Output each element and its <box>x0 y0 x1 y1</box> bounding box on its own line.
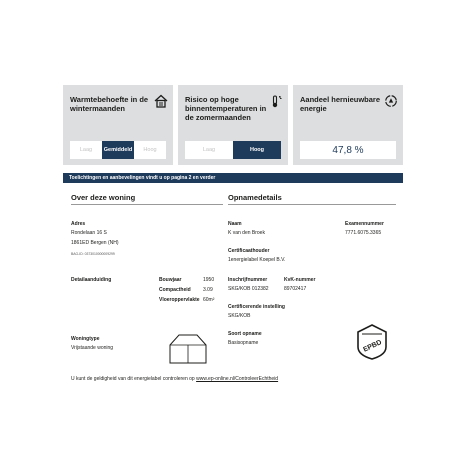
footer-text: U kunt de geldigheid van dit energielabel controleren op <box>71 376 197 382</box>
naam-label: Naam <box>228 221 242 227</box>
renewable-cycle-icon <box>384 94 398 108</box>
examennummer-value: 7771.6075.3365 <box>345 230 382 236</box>
bag-id: BAG-ID: 0373010000009299 <box>71 252 115 256</box>
panel-title: Risico op hoge binnentemperaturen in de zomermaanden <box>185 95 267 122</box>
panel-warmtebehoefte <box>63 85 173 165</box>
vloeroppervlakte-label: Vloeroppervlakte <box>159 297 200 303</box>
examennummer-label: Examennummer <box>345 221 384 227</box>
woningtype-label: Woningtype <box>71 336 100 342</box>
option-laag: Laag <box>185 141 233 159</box>
woningtype-value: Vrijstaande woning <box>71 345 114 351</box>
divider <box>71 204 223 205</box>
naam-value: K van den Broek <box>228 230 265 236</box>
epbd-seal-icon <box>355 323 389 361</box>
option-laag: Laag <box>70 141 102 159</box>
inschrijfnummer-label: Inschrijfnummer <box>228 277 268 283</box>
verification-link[interactable]: www.ep-online.nl/ControleerEchtheid <box>196 376 279 382</box>
inschrijfnummer-value: SKG/KOB 012382 <box>228 286 269 292</box>
thermometer-sun-icon <box>269 94 283 108</box>
soort-opname-label: Soort opname <box>228 331 262 337</box>
detached-house-icon <box>167 331 209 365</box>
indicator-panels <box>63 85 403 165</box>
option-hoog: Hoog <box>134 141 166 159</box>
certificaathouder-value: 1energielabel Koepel B.V. <box>228 257 286 263</box>
info-bar: Toelichtingen en aanbevelingen vindt u op pagina 2 en verder <box>63 173 403 183</box>
compactheid-label: Compactheid <box>159 287 191 293</box>
vloeroppervlakte-value: 60m² <box>203 297 215 303</box>
footer-note <box>71 376 278 382</box>
instelling-label: Certificerende instelling <box>228 304 285 310</box>
detail-label: Detailaanduiding <box>71 277 112 283</box>
certificaathouder-label: Certificaathouder <box>228 248 270 254</box>
warmtebehoefte-scale <box>70 141 166 159</box>
section-title-opname: Opnamedetails <box>228 193 282 202</box>
panel-title: Aandeel hernieuwbare energie <box>300 95 381 113</box>
divider <box>228 204 396 205</box>
section-title-woning: Over deze woning <box>71 193 136 202</box>
panel-hernieuwbare-energie <box>293 85 403 165</box>
compactheid-value: 3.09 <box>203 287 213 293</box>
panel-title: Warmtebehoefte in de wintermaanden <box>70 95 149 113</box>
panel-binnentemperaturen <box>178 85 288 165</box>
binnentemperaturen-scale <box>185 141 281 159</box>
kvk-value: 89702417 <box>284 286 307 292</box>
adres-line2: 1861ED Bergen (NH) <box>71 240 119 246</box>
kvk-label: KvK-nummer <box>284 277 316 283</box>
adres-line1: Rondelaan 16 S <box>71 230 107 236</box>
option-gemiddeld: Gemiddeld <box>102 141 134 159</box>
seal-text: EPBD <box>362 339 383 354</box>
bouwjaar-value: 1950 <box>203 277 215 283</box>
soort-opname-value: Basisopname <box>228 340 259 346</box>
adres-label: Adres <box>71 221 86 227</box>
renewable-percentage: 47,8 % <box>300 141 396 159</box>
option-hoog: Hoog <box>233 141 281 159</box>
energy-label-sheet <box>63 85 403 385</box>
bouwjaar-label: Bouwjaar <box>159 277 182 283</box>
house-icon <box>154 94 168 108</box>
instelling-value: SKG/KOB <box>228 313 251 319</box>
